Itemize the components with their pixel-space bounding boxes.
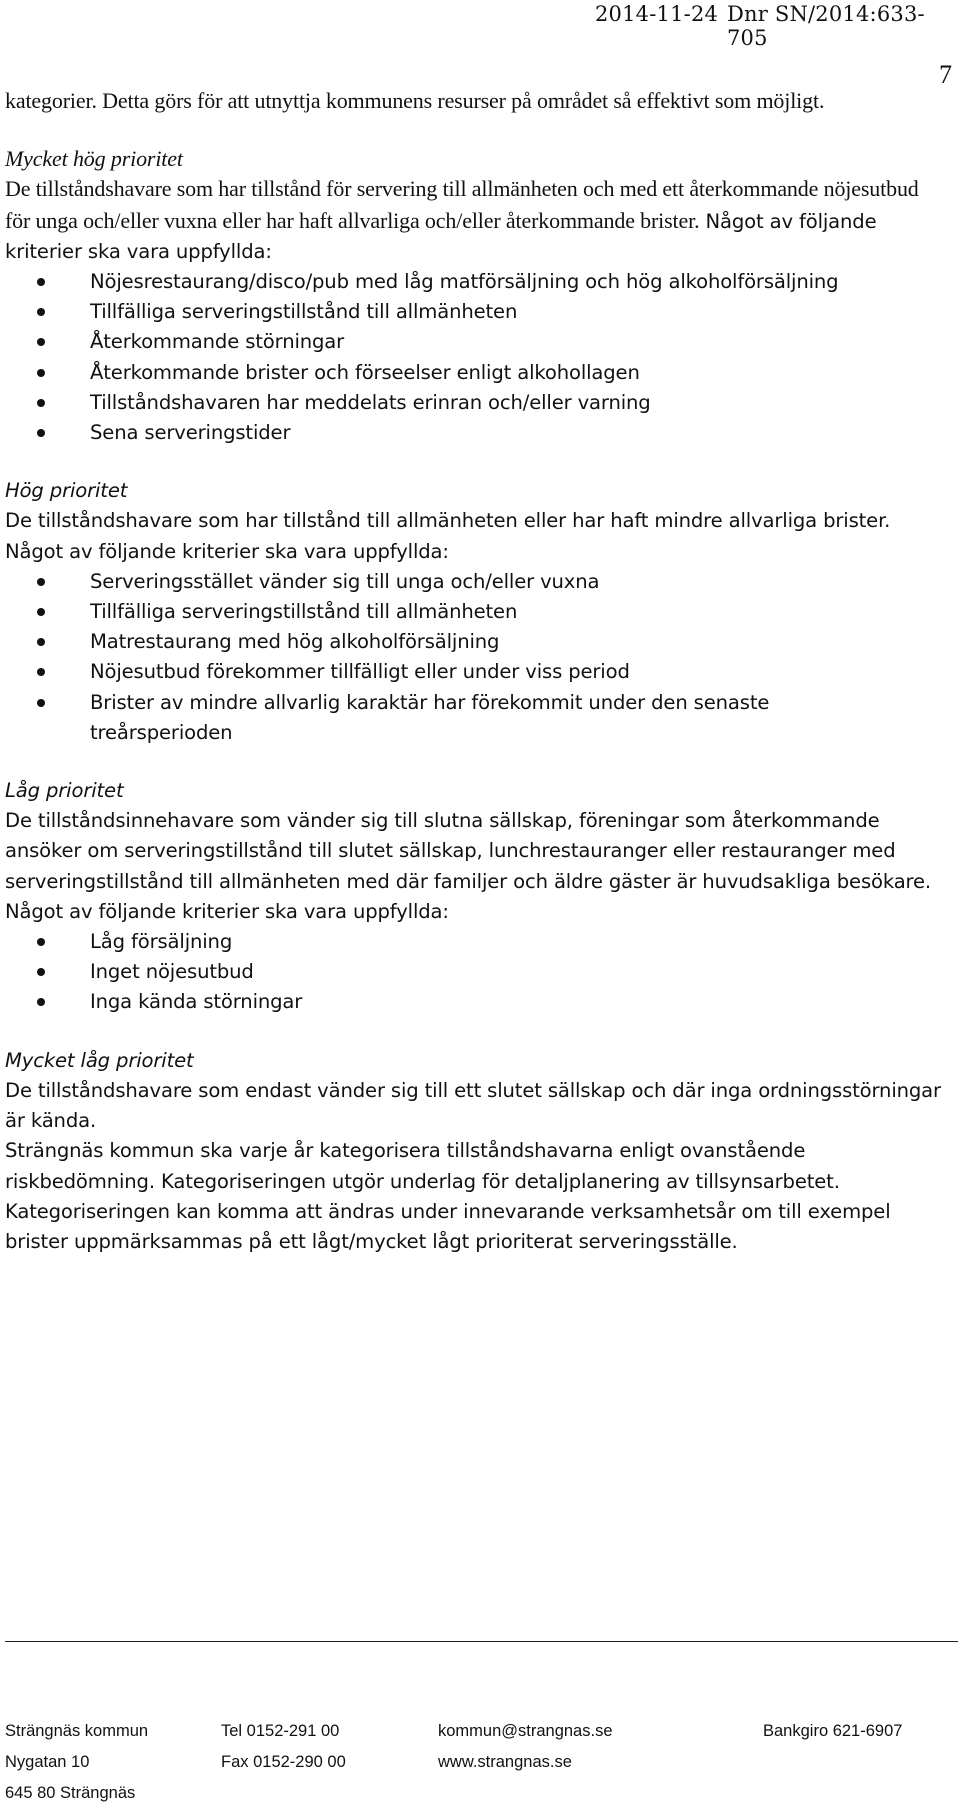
list-item: Återkommande brister och förseelser enligt alkohollagen <box>5 358 895 388</box>
footer-bankgiro: Bankgiro 621-6907 <box>763 1722 903 1740</box>
criteria-list-high <box>5 567 950 748</box>
section-high-priority <box>5 476 950 748</box>
list-item: Låg försäljning <box>5 927 895 957</box>
criteria-list-very-high <box>5 267 950 448</box>
footer-row <box>5 1753 955 1784</box>
list-item: Inget nöjesutbud <box>5 957 895 987</box>
section-very-low-priority <box>5 1046 950 1137</box>
footer-email: kommun@strangnas.se <box>438 1722 613 1740</box>
criteria-list-low <box>5 927 950 1018</box>
footer-organization: Strängnäs kommun <box>5 1722 149 1740</box>
section-low-priority <box>5 776 950 1018</box>
footer-divider <box>5 1641 958 1642</box>
list-item: Inga kända störningar <box>5 987 895 1017</box>
list-item: Brister av mindre allvarlig karaktär har förekommit under den senaste treårsperioden <box>5 688 895 748</box>
footer-row <box>5 1722 955 1753</box>
footer <box>5 1722 955 1815</box>
intro-paragraph: kategorier. Detta görs för att utnyttja kommunens resurser på området så effektivt som möjligt. <box>5 88 825 113</box>
list-item: Tillståndshavaren har meddelats erinran och/eller varning <box>5 388 895 418</box>
footer-website: www.strangnas.se <box>438 1753 572 1771</box>
footer-postal-address: 645 80 Strängnäs <box>5 1784 136 1802</box>
footer-fax: Fax 0152-290 00 <box>221 1753 346 1771</box>
section-lead-high: De tillståndshavare som har tillstånd till allmänheten eller har haft mindre allvarliga brister. Något av följande kriterier ska vara uppfyllda: <box>5 509 891 563</box>
closing-paragraph: Strängnäs kommun ska varje år kategorisera tillståndshavarna enligt ovanstående riskbedömning. Kategoriseringen utgör underlag för detaljplanering av tillsynsarbetet. Kategoriseringen kan komma att ändras under innevarande verksamhetsår om till exempel brister uppmärksammas på ett lågt/mycket lågt prioriterat serveringsställe. <box>5 1139 891 1253</box>
footer-row <box>5 1784 955 1815</box>
section-lead-very-low: De tillståndshavare som endast vänder sig till ett slutet sällskap och där inga ordningsstörningar är kända. <box>5 1078 941 1133</box>
list-item: Tillfälliga serveringstillstånd till allmänheten <box>5 597 895 627</box>
list-item: Matrestaurang med hög alkoholförsäljning <box>5 627 895 657</box>
header-case-number: Dnr SN/2014:633-705 <box>727 2 925 50</box>
page-number: 7 <box>939 60 952 89</box>
section-heading-very-high: Mycket hög prioritet <box>5 146 183 172</box>
list-item: Återkommande störningar <box>5 327 895 357</box>
section-lead-low: De tillståndsinnehavare som vänder sig till slutna sällskap, föreningar som återkommande ansöker om serveringstillstånd till slutet sällskap, lunchrestauranger eller restauranger med serveringstillstånd till allmänheten med där familjer och äldre gäster är huvudsakliga besökare. Något av följande kriterier ska vara uppfyllda: <box>5 809 932 923</box>
section-lead-very-high-part1: De tillståndshavare som har tillstånd för servering till allmänheten och med ett återkommande nöjesutbud för unga och/eller vuxna eller har haft allvarliga och/eller återkommande brister. <box>5 176 919 233</box>
list-item: Serveringsstället vänder sig till unga och/eller vuxna <box>5 567 895 597</box>
footer-street-address: Nygatan 10 <box>5 1753 90 1771</box>
section-very-high-priority <box>5 144 950 448</box>
section-lead-very-high <box>5 174 945 267</box>
section-heading-low: Låg prioritet <box>5 779 124 803</box>
section-heading-very-low: Mycket låg prioritet <box>5 1048 194 1072</box>
footer-phone: Tel 0152-291 00 <box>221 1722 340 1740</box>
list-item: Sena serveringstider <box>5 418 895 448</box>
list-item: Tillfälliga serveringstillstånd till allmänheten <box>5 297 895 327</box>
section-lead-very-high-part2: Något av följande kriterier ska vara uppfyllda: <box>5 209 877 263</box>
list-item: Nöjesrestaurang/disco/pub med låg matförsäljning och hög alkoholförsäljning <box>5 267 895 297</box>
header-date: 2014-11-24 <box>595 2 719 26</box>
list-item: Nöjesutbud förekommer tillfälligt eller under viss period <box>5 657 895 687</box>
section-heading-high: Hög prioritet <box>5 479 128 503</box>
document-body <box>5 86 950 1257</box>
